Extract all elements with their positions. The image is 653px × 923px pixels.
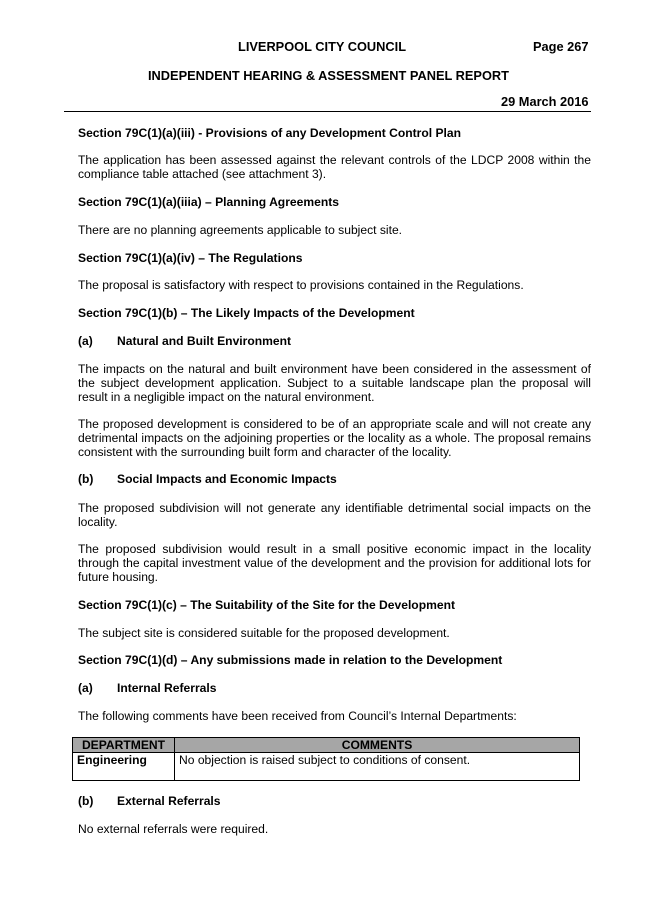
suitability-heading: Section 79C(1)(c) – The Suitability of the Site for the Development (78, 598, 455, 612)
internal-marker: (a) (78, 681, 93, 695)
external-paragraph: No external referrals were required. (78, 822, 269, 836)
planning-paragraph: There are no planning agreements applicable to subject site. (78, 223, 403, 237)
natural-title: Natural and Built Environment (117, 334, 292, 348)
social-paragraph-2: The proposed subdivision would result in a small positive economic impact in the locality through the capital investment value of the development and the provision for additional lots for future housing. (78, 542, 591, 584)
department-column-header: DEPARTMENT (73, 738, 175, 753)
natural-marker: (a) (78, 334, 93, 348)
internal-subheading (78, 681, 217, 695)
submissions-heading: Section 79C(1)(d) – Any submissions made in relation to the Development (78, 653, 503, 667)
social-subheading (78, 472, 337, 486)
report-title: INDEPENDENT HEARING & ASSESSMENT PANEL REPORT (148, 68, 509, 83)
planning-heading: Section 79C(1)(a)(iiia) – Planning Agreements (78, 195, 339, 209)
natural-subheading (78, 334, 292, 348)
external-title: External Referrals (117, 794, 221, 808)
report-date: 29 March 2016 (501, 94, 589, 109)
regulations-paragraph: The proposal is satisfactory with respect to provisions contained in the Regulations. (78, 278, 524, 292)
suitability-paragraph: The subject site is considered suitable for the proposed development. (78, 626, 450, 640)
comments-column-header: COMMENTS (175, 738, 580, 753)
internal-title: Internal Referrals (117, 681, 217, 695)
external-subheading (78, 794, 221, 808)
header-rule (64, 111, 591, 112)
department-cell: Engineering (73, 753, 175, 781)
dcp-paragraph: The application has been assessed against the relevant controls of the LDCP 2008 within the compliance table attached (see attachment 3). (78, 153, 591, 181)
social-paragraph-1: The proposed subdivision will not generate any identifiable detrimental social impacts on the locality. (78, 501, 591, 529)
dcp-heading: Section 79C(1)(a)(iii) - Provisions of any Development Control Plan (78, 126, 462, 140)
external-marker: (b) (78, 794, 94, 808)
comment-cell: No objection is raised subject to conditions of consent. (175, 753, 580, 781)
internal-referrals-table (72, 737, 580, 781)
table-header-row (73, 738, 580, 753)
social-marker: (b) (78, 472, 94, 486)
council-name: LIVERPOOL CITY COUNCIL (238, 39, 407, 54)
internal-paragraph: The following comments have been received from Council’s Internal Departments: (78, 709, 517, 723)
natural-paragraph-2: The proposed development is considered to be of an appropriate scale and will not create any detrimental impacts on the adjoining properties or the locality as a whole. The proposal remains consistent with the surrounding built form and character of the locality. (78, 417, 591, 459)
page-number: Page 267 (533, 39, 589, 54)
table-row (73, 753, 580, 781)
natural-paragraph-1: The impacts on the natural and built environment have been considered in the assessment of the subject development application. Subject to a suitable landscape plan the proposal will result in a negligible impact on the natural environment. (78, 362, 591, 404)
regulations-heading: Section 79C(1)(a)(iv) – The Regulations (78, 251, 303, 265)
impacts-heading: Section 79C(1)(b) – The Likely Impacts of the Development (78, 306, 415, 320)
social-title: Social Impacts and Economic Impacts (117, 472, 337, 486)
